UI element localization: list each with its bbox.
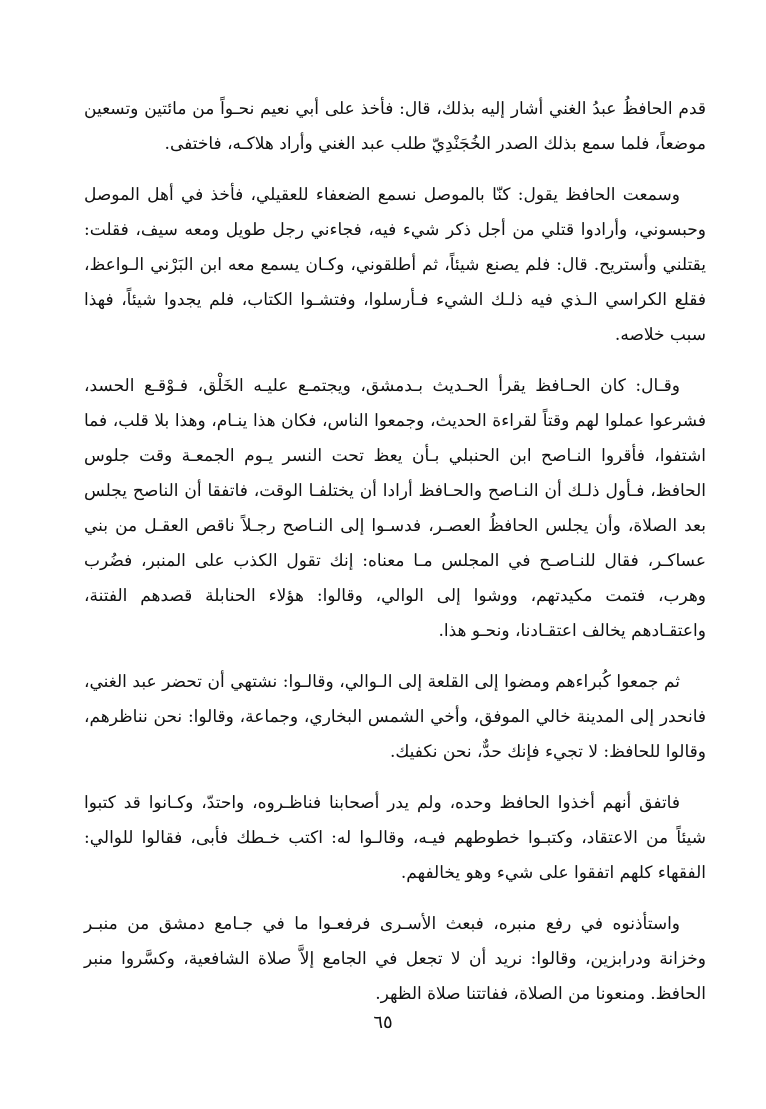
paragraph-6: واستأذنوه في رفع منبره، فبعث الأسـرى فرفعـوا ما في جـامع دمشق من منبـر وخزانة ودرابزين، وقالوا: نريد أن لا تجعل في الجامع إلاَّ صلاة الشافعية، وكسَّروا منبر الحافظ. ومنعونا من الصلاة، ففاتتنا صلاة الظهر. <box>84 914 706 1004</box>
paragraph-4: ثم جمعوا كُبراءهم ومضوا إلى القلعة إلى الـوالي، وقالـوا: نشتهي أن تحضر عبد الغني، فانحدر إلى المدينة خالي الموفق، وأخي الشمس البخاري، وجماعة، وقالوا: نحن نناظرهم، وقالوا للحافظ: لا تجيء فإنك حدٌّ، نحن نكفيك. <box>84 672 706 762</box>
paragraph-5: فاتفق أنهم أخذوا الحافظ وحده، ولم يدر أصحابنا فناظـروه، واحتدّ، وكـانوا قد كتبوا شيئاً من الاعتقاد، وكتبـوا خطوطهم فيـه، وقالـوا له: اكتب خـطك فأبى، فقالوا للوالي: الفقهاء كلهم اتفقوا على شيء وهو يخالفهم. <box>84 793 706 883</box>
paragraph-2: وسمعت الحافظ يقول: كنّا بالموصل نسمع الضعفاء للعقيلي، فأخذ في أهل الموصل وحبسوني، وأرادوا قتلي من أجل ذكر شيء فيه، فجاءني رجل طويل ومعه سيف، فقلت: يقتلني وأستريح. قال: فلم يصنع شيئاً، ثم أطلقوني، وكـان يسمع معه ابن البَرْني الـواعظ، فقلع الكراسي الـذي فيه ذلـك الشيء فـأرسلوا، وفتشـوا الكتاب، فلم يجدوا شيئاً، فهذا سبب خلاصه. <box>84 185 706 345</box>
paragraph-3: وقـال: كان الحـافظ يقرأ الحـديث بـدمشق، ويجتمـع عليـه الخَلْق، فـوْقـع الحسد، فشرعوا عملوا لهم وقتاً لقراءة الحديث، وجمعوا الناس، فكان هذا ينـام، وهذا بلا قلب، فما اشتفوا، فأقروا النـاصح ابن الحنبلي بـأن يعظ تحت النسر يـوم الجمعـة وقت جلوس الحافظ، فـأول ذلـك أن النـاصح والحـافظ أرادا أن يختلفـا الوقت، فاتفقا أن الناصح يجلس بعد الصلاة، وأن يجلس الحافظُ العصـر، فدسـوا إلى النـاصح رجـلاً ناقص العقـل من بني عساكـر، فقال للنـاصـح في المجلس مـا معناه: إنك تقول الكذب على المنبر، فضُرب وهرب، فتمت مكيدتهم، ووشوا إلى الوالي، وقالوا: هؤلاء الحنابلة قصدهم الفتنة، واعتقـادهم يخالف اعتقـادنا، ونحـو هذا. <box>84 376 706 641</box>
page-body-text <box>84 92 706 1028</box>
paragraph-1: قدم الحافظُ عبدُ الغني أشار إليه بذلك، قال: فأخذ على أبي نعيم نحـواً من مائتين وتسعين موضعاً، فلما سمع بذلك الصدر الخُجَنْدِيّ طلب عبد الغني وأراد هلاكـه، فاختفى. <box>84 99 706 154</box>
page-number: ٦٥ <box>373 1012 393 1033</box>
